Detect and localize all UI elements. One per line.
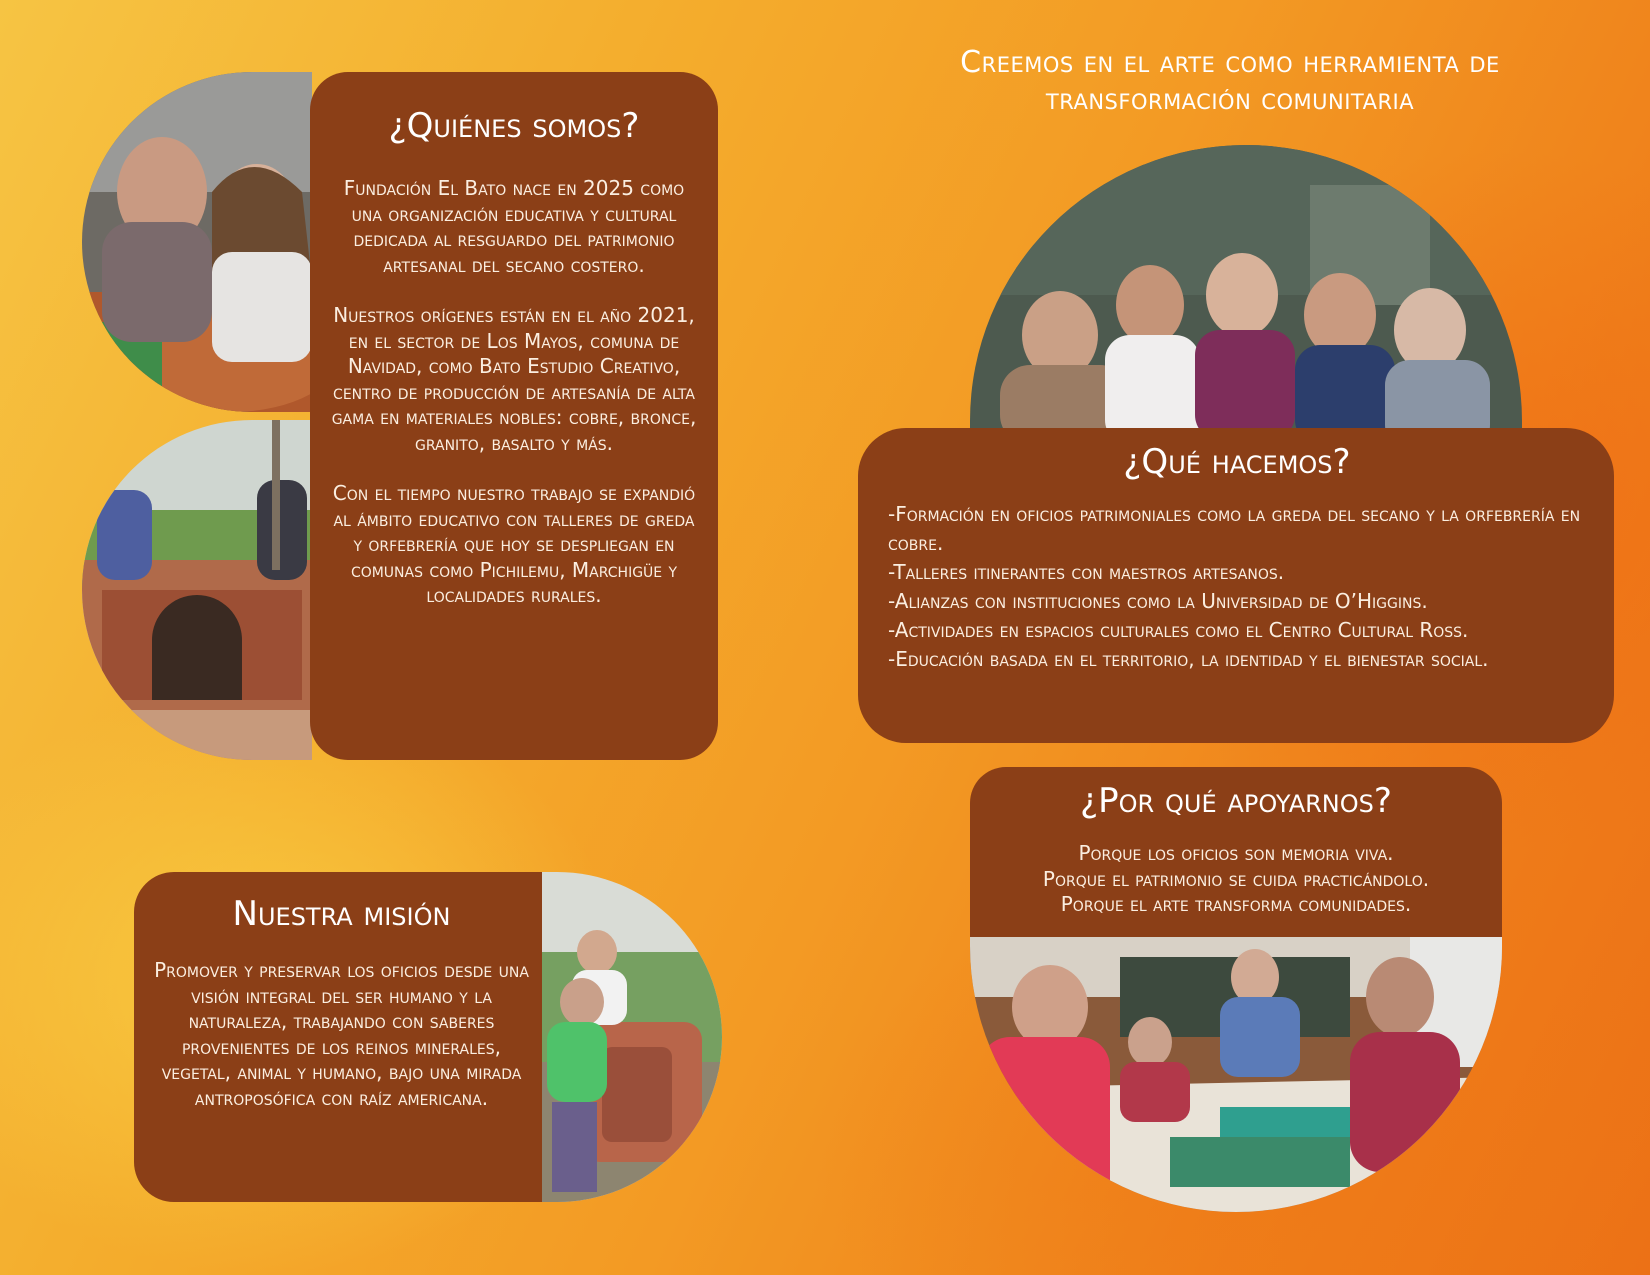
mision-title: Nuestra misión <box>232 894 451 934</box>
que-hacemos-item-4: -Actividades en espacios culturales como el Centro Cultural Ross. <box>888 618 1469 642</box>
mision-text: Promover y preservar los oficios desde una visión integral del ser humano y la naturaleza, trabajando con saberes provenientes de los reinos minerales, vegetal, animal y humano, bajo una mirada antroposófica con raíz americana. <box>154 958 529 1110</box>
photo-kiln <box>82 420 312 760</box>
photo-clay-hands <box>82 72 312 412</box>
que-hacemos-item-1: -Formación en oficios patrimoniales como la greda del secano y la orfebrería en cobre. <box>888 502 1581 555</box>
que-hacemos-item-2: -Talleres itinerantes con maestros artesanos. <box>888 560 1285 584</box>
photo-workshop-group <box>970 145 1522 440</box>
que-hacemos-title: ¿Qué hacemos? <box>1123 442 1351 482</box>
quienes-somos-title: ¿Quiénes somos? <box>388 106 640 146</box>
por-que-apoyarnos-lines <box>980 841 1492 918</box>
por-que-line-3: Porque el arte transforma comunidades. <box>1060 892 1412 916</box>
tagline <box>880 44 1580 118</box>
tagline-line-1: Creemos en el arte como herramienta de <box>960 45 1500 80</box>
quienes-somos-paragraph-2: Nuestros orígenes están en el año 2021, en el sector de Los Mayos, comuna de Navidad, como Bato Estudio Creativo, centro de producción de artesanía de alta gama en materiales nobles: cobre, bronce, granito, basalto y más. <box>331 303 697 455</box>
que-hacemos-item-3: -Alianzas con instituciones como la Universidad de O’Higgins. <box>888 589 1428 613</box>
photo-workshop-table <box>970 937 1502 1212</box>
quienes-somos-paragraph-3: Con el tiempo nuestro trabajo se expandió al ámbito educativo con talleres de greda y orfebrería que hoy se despliegan en comunas como Pichilemu, Marchigüe y localidades rurales. <box>332 481 696 607</box>
por-que-line-2: Porque el patrimonio se cuida practicándolo. <box>1042 866 1430 891</box>
quienes-somos-panel <box>310 72 718 760</box>
mision-panel <box>134 872 549 1202</box>
photo-children-bricks <box>542 872 722 1202</box>
que-hacemos-list <box>888 500 1586 674</box>
por-que-apoyarnos-title: ¿Por qué apoyarnos? <box>1080 781 1392 821</box>
por-que-line-1: Porque los oficios son memoria viva. <box>1078 841 1394 865</box>
quienes-somos-paragraph-1: Fundación El Bato nace en 2025 como una organización educativa y cultural dedicada al resguardo del patrimonio artesanal del secano costero. <box>343 176 685 277</box>
por-que-apoyarnos-panel <box>970 767 1502 937</box>
tagline-line-2: transformación comunitaria <box>1045 82 1415 117</box>
que-hacemos-panel <box>858 428 1614 743</box>
que-hacemos-item-5: -Educación basada en el territorio, la identidad y el bienestar social. <box>888 647 1489 671</box>
